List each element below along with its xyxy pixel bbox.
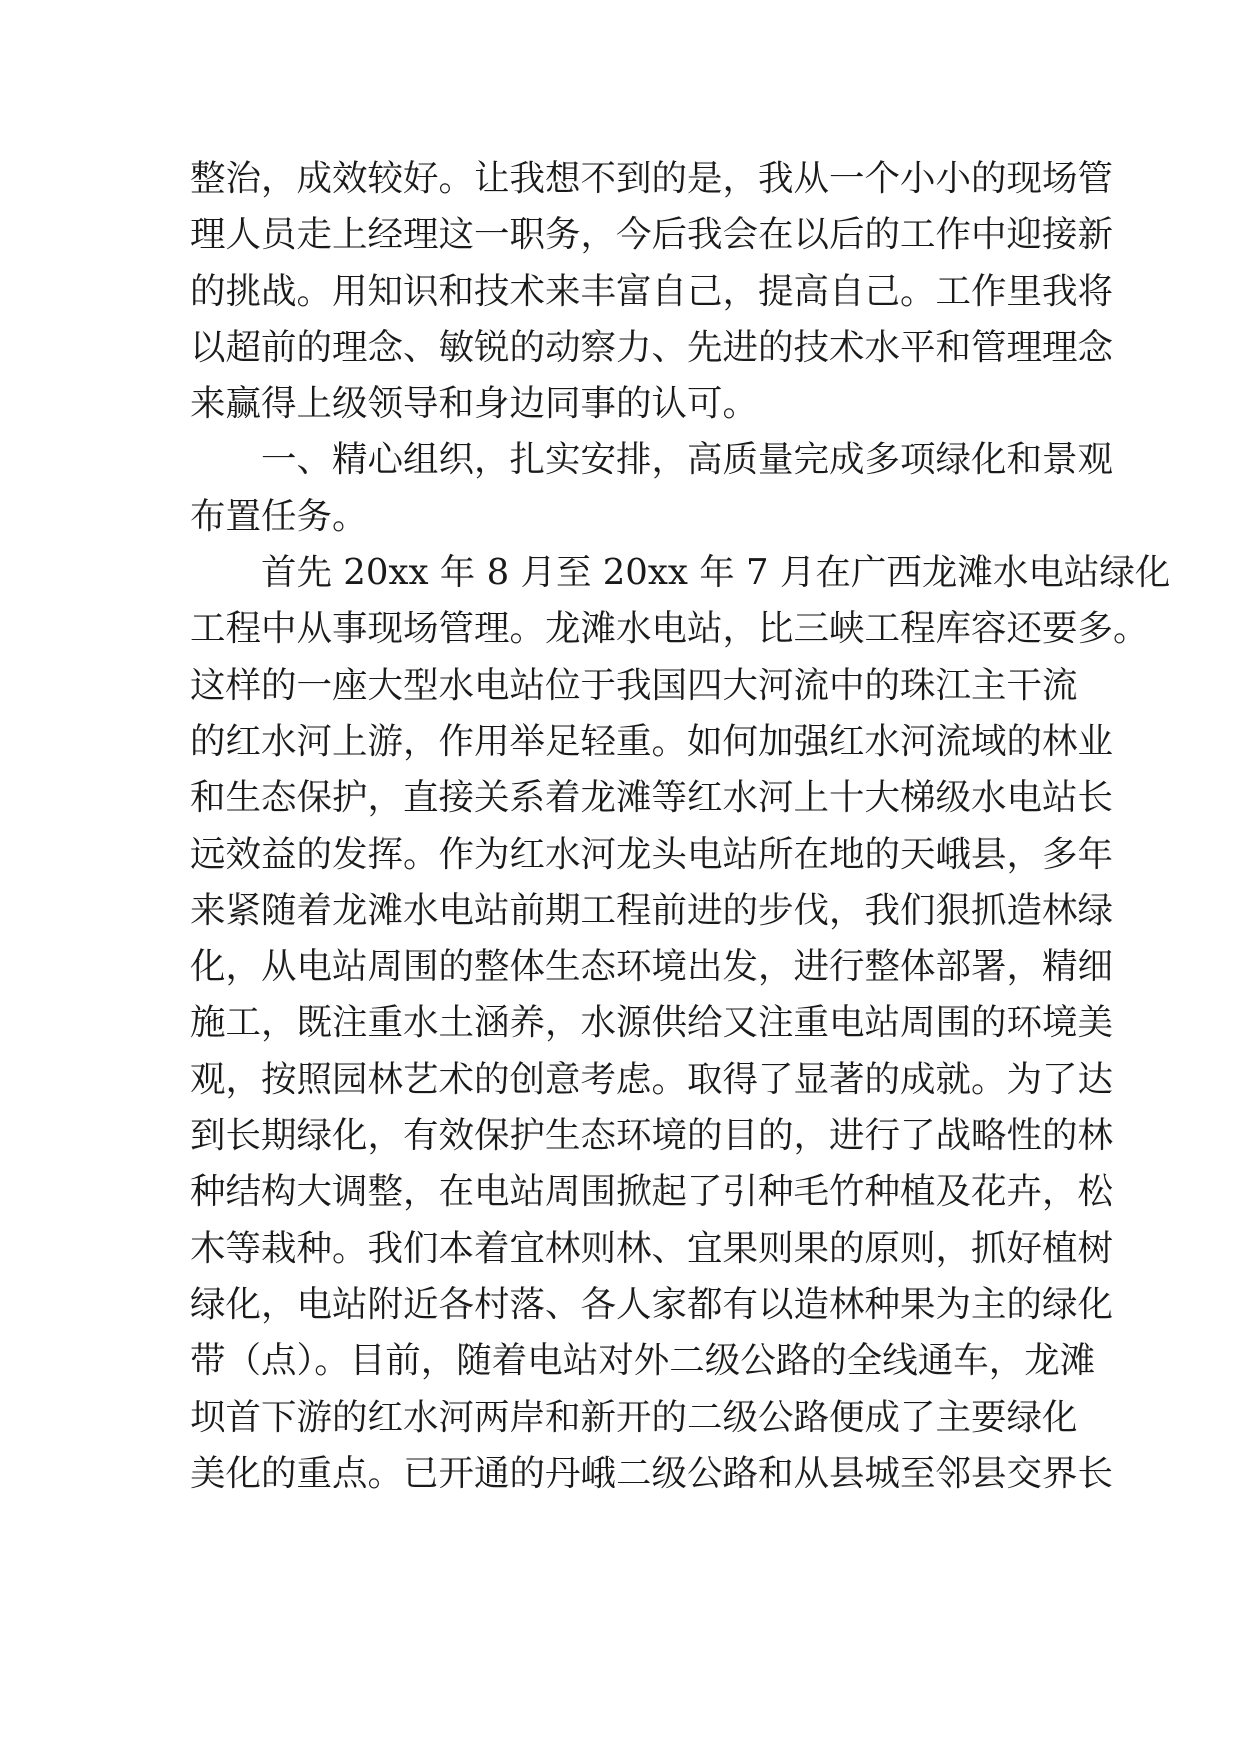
text-line: 观，按照园林艺术的创意考虑。取得了显著的成就。为了达 xyxy=(190,1058,1114,1100)
text-line: 来紧随着龙滩水电站前期工程前进的步伐，我们狠抓造林绿 xyxy=(190,889,1114,931)
text-line: 带（点）。目前，随着电站对外二级公路的全线通车，龙滩 xyxy=(190,1340,1096,1382)
text-line: 种结构大调整，在电站周围掀起了引种毛竹种植及花卉，松 xyxy=(190,1171,1114,1213)
text-line: 和生态保护，直接关系着龙滩等红水河上十大梯级水电站长 xyxy=(190,777,1114,819)
body-text xyxy=(190,151,1171,1502)
text-line: 工程中从事现场管理。龙滩水电站，比三峡工程库容还要多。 xyxy=(190,608,1149,650)
section-heading-line: 布置任务。 xyxy=(190,495,368,537)
text-line: 施工，既注重水土涵养，水源供给又注重电站周围的环境美 xyxy=(190,1002,1114,1044)
text-line: 远效益的发挥。作为红水河龙头电站所在地的天峨县，多年 xyxy=(190,833,1114,875)
text-line: 木等栽种。我们本着宜林则林、宜果则果的原则，抓好植树 xyxy=(190,1227,1114,1269)
text-line: 理人员走上经理这一职务，今后我会在以后的工作中迎接新 xyxy=(190,214,1114,256)
text-line: 的红水河上游，作用举足轻重。如何加强红水河流域的林业 xyxy=(190,720,1114,762)
text-line: 的挑战。用知识和技术来丰富自己，提高自己。工作里我将 xyxy=(190,270,1114,312)
text-line: 整治，成效较好。让我想不到的是，我从一个小小的现场管 xyxy=(190,158,1114,199)
text-line: 以超前的理念、敏锐的动察力、先进的技术水平和管理理念 xyxy=(190,326,1114,368)
section-heading-line: 一、精心组织，扎实安排，高质量完成多项绿化和景观 xyxy=(190,439,1114,481)
text-line: 这样的一座大型水电站位于我国四大河流中的珠江主干流 xyxy=(190,664,1078,706)
text-line: 到长期绿化，有效保护生态环境的目的，进行了战略性的林 xyxy=(190,1115,1114,1157)
text-line: 化，从电站周围的整体生态环境出发，进行整体部署，精细 xyxy=(190,946,1114,988)
text-line: 首先 20xx 年 8 月至 20xx 年 7 月在广西龙滩水电站绿化 xyxy=(190,552,1171,594)
text-line: 绿化，电站附近各村落、各人家都有以造林种果为主的绿化 xyxy=(190,1283,1114,1325)
text-line: 美化的重点。已开通的丹峨二级公路和从县城至邻县交界长 xyxy=(190,1452,1114,1494)
text-line: 坝首下游的红水河两岸和新开的二级公路便成了主要绿化 xyxy=(190,1396,1078,1438)
text-line: 来赢得上级领导和身边同事的认可。 xyxy=(190,383,759,425)
